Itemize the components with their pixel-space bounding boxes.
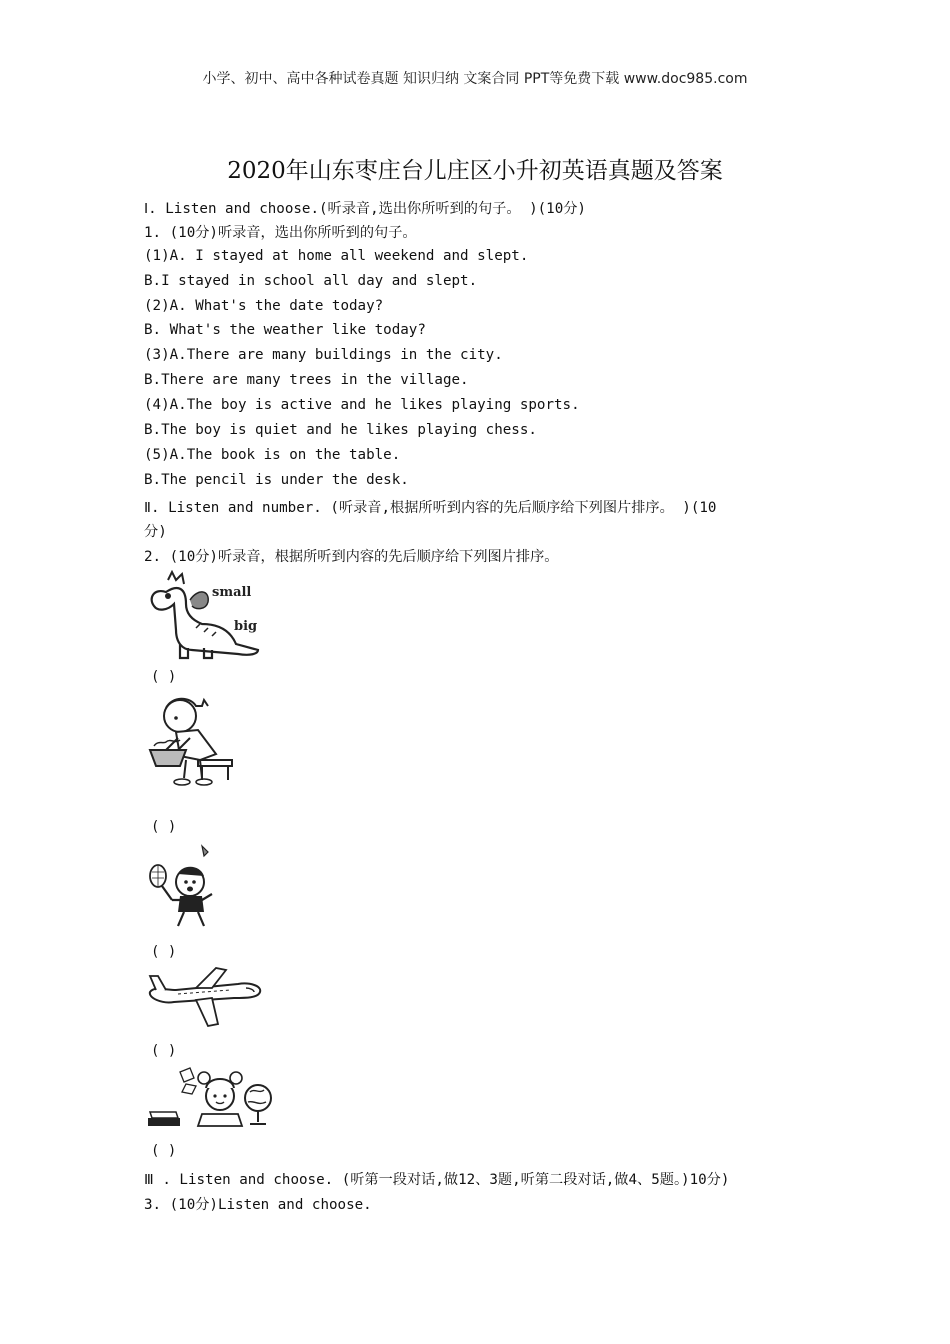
- q1-item-3-option-b: B.There are many trees in the village.: [144, 372, 469, 388]
- question-2-intro: 2. (10分)听录音，根据所听到内容的先后顺序给下列图片排序。: [144, 549, 559, 565]
- answer-blank-1: ( ): [151, 669, 177, 685]
- answer-blank-2: ( ): [151, 819, 177, 835]
- answer-blank-3: ( ): [151, 944, 177, 960]
- section-3-heading: Ⅲ . Listen and choose. (听第一段对话,做12、3题,听第二段对话,做4、5题。)10分): [144, 1172, 730, 1188]
- dinosaur-picture: [146, 570, 264, 662]
- answer-blank-4: ( ): [151, 1043, 177, 1059]
- q1-item-3-option-a: (3)A.There are many buildings in the city.: [144, 347, 503, 363]
- answer-blank-5: ( ): [151, 1143, 177, 1159]
- q1-item-1-option-b: B.I stayed in school all day and slept.: [144, 273, 478, 289]
- q1-item-1-option-a: (1)A. I stayed at home all weekend and slept.: [144, 248, 529, 264]
- q1-item-5-option-b: B.The pencil is under the desk.: [144, 472, 409, 488]
- girl-washing-clothes-picture: [146, 694, 242, 792]
- exam-title: 2020年山东枣庄台儿庄区小升初英语真题及答案: [227, 158, 723, 184]
- q1-item-4-option-b: B.The boy is quiet and he likes playing chess.: [144, 422, 537, 438]
- question-1-intro: 1. (10分)听录音，选出你所听到的句子。: [144, 225, 417, 241]
- q1-item-4-option-a: (4)A.The boy is active and he likes playing sports.: [144, 397, 580, 413]
- question-3-intro: 3. (10分)Listen and choose.: [144, 1197, 372, 1213]
- girl-studying-with-globe-picture: [146, 1062, 276, 1136]
- page-header-banner: 小学、初中、高中各种试卷真题 知识归纳 文案合同 PPT等免费下载 www.doc985.com: [202, 71, 748, 87]
- q1-item-2-option-a: (2)A. What's the date today?: [144, 298, 384, 314]
- section-2-heading-cont: 分): [144, 524, 167, 540]
- airplane-picture: [146, 964, 264, 1030]
- section-1-heading: Ⅰ. Listen and choose.(听录音,选出你所听到的句子。 )(10分): [144, 201, 586, 217]
- q1-item-2-option-b: B. What's the weather like today?: [144, 322, 426, 338]
- dinosaur-label-small: small: [212, 585, 252, 600]
- boy-playing-badminton-picture: [146, 842, 226, 932]
- dinosaur-label-big: big: [234, 619, 258, 634]
- q1-item-5-option-a: (5)A.The book is on the table.: [144, 447, 401, 463]
- section-2-heading: Ⅱ. Listen and number. (听录音,根据所听到内容的先后顺序给下列图片排序。 )(10: [144, 500, 717, 516]
